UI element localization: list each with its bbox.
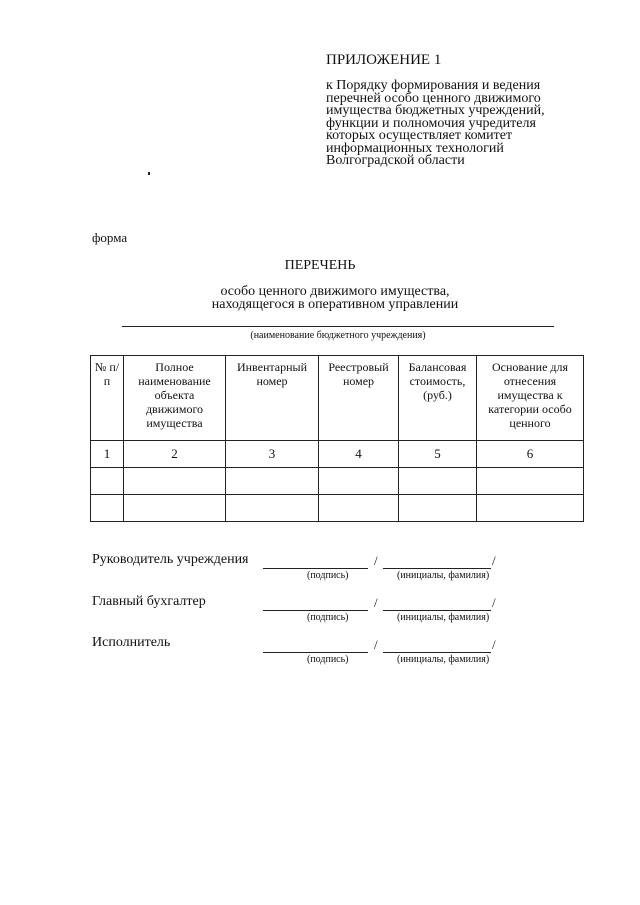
header-registry-number: Реестровый номер: [319, 356, 399, 441]
appendix-line: имущества бюджетных учреждений,: [326, 103, 545, 118]
list-subtitle: [200, 285, 470, 311]
executor-label: Исполнитель: [92, 635, 171, 650]
table-cell: [319, 495, 399, 522]
column-number: 3: [226, 441, 319, 468]
signature-slash: /: [492, 637, 496, 652]
form-label: форма: [92, 230, 128, 245]
table-cell: [226, 495, 319, 522]
table-cell: [124, 468, 226, 495]
signature-caption: (подпись): [307, 612, 349, 623]
table-header-row: [91, 356, 584, 441]
header-full-name: Полное наименование объекта движимого имущества: [124, 356, 226, 441]
table-row: [91, 495, 584, 522]
signature-caption: (подпись): [307, 654, 349, 665]
appendix-line: которых осуществляет комитет: [326, 128, 513, 143]
header-number: № п/п: [91, 356, 124, 441]
table-cell: [477, 495, 584, 522]
header-balance-value: Балансовая стоимость, (руб.): [399, 356, 477, 441]
table-cell: [477, 468, 584, 495]
column-number: 1: [91, 441, 124, 468]
appendix-line: перечней особо ценного движимого: [326, 90, 541, 106]
appendix-reference: [326, 80, 576, 168]
organization-name-line: [122, 325, 554, 327]
table-cell: [124, 495, 226, 522]
column-number: 2: [124, 441, 226, 468]
director-label: Руководитель учреждения: [92, 552, 249, 567]
table-cell: [226, 468, 319, 495]
signature-slash: /: [492, 595, 496, 610]
chief-accountant-name-line: [383, 609, 491, 611]
assets-table: [90, 355, 584, 522]
signature-slash: /: [492, 553, 496, 568]
appendix-line: функции и полномочия учредителя: [326, 115, 536, 131]
table-row: [91, 468, 584, 495]
appendix-line: информационных технологий: [326, 140, 504, 156]
appendix-line: Волгоградской области: [326, 153, 465, 168]
list-subtitle-line: находящегося в оперативном управлении: [211, 297, 459, 312]
appendix-line: к Порядку формирования и ведения: [326, 78, 541, 93]
signature-slash: /: [374, 595, 378, 610]
director-signature-line: [263, 567, 368, 569]
executor-name-line: [383, 651, 491, 653]
name-caption: (инициалы, фамилия): [397, 612, 490, 623]
name-caption: (инициалы, фамилия): [397, 570, 490, 581]
appendix-title: ПРИЛОЖЕНИЕ 1: [326, 52, 442, 68]
list-title: ПЕРЕЧЕНЬ: [284, 258, 356, 273]
header-basis: Основание для отнесения имущества к категории особо ценного: [477, 356, 584, 441]
header-inventory-number: Инвентарный номер: [226, 356, 319, 441]
table-cell: [91, 468, 124, 495]
list-subtitle-line: особо ценного движимого имущества,: [220, 284, 450, 299]
signature-slash: /: [374, 637, 378, 652]
table-cell: [91, 495, 124, 522]
signature-slash: /: [374, 553, 378, 568]
column-number: 6: [477, 441, 584, 468]
column-number-row: [91, 441, 584, 468]
chief-accountant-signature-line: [263, 609, 368, 611]
name-caption: (инициалы, фамилия): [397, 654, 490, 665]
chief-accountant-label: Главный бухгалтер: [92, 594, 206, 609]
table-cell: [399, 468, 477, 495]
director-name-line: [383, 567, 491, 569]
executor-signature-line: [263, 651, 368, 653]
column-number: 5: [399, 441, 477, 468]
signature-caption: (подпись): [307, 570, 349, 581]
column-number: 4: [319, 441, 399, 468]
table-cell: [399, 495, 477, 522]
organization-name-caption: (наименование бюджетного учреждения): [250, 330, 426, 341]
scan-speck: [148, 172, 150, 175]
table-cell: [319, 468, 399, 495]
